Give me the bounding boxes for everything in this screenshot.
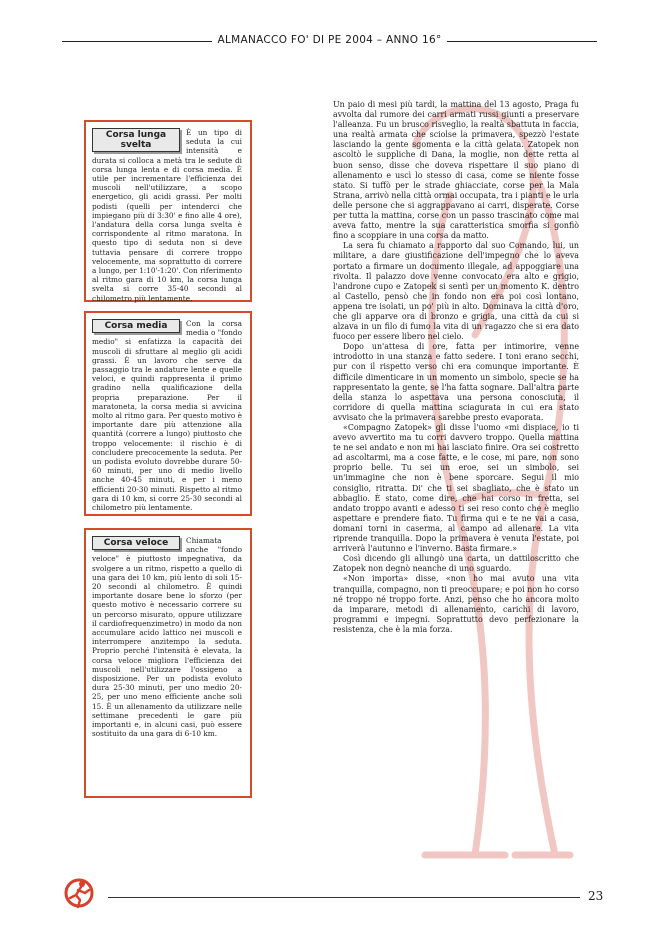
header-rule-right	[447, 41, 597, 42]
footer-rule	[108, 897, 580, 898]
page-number: 23	[588, 889, 604, 903]
info-box-text: È un tipo di seduta la cui intensità e durata si colloca a metà tra le sedute di corsa lunga lenta e di corsa media. È utile per incrementare l'efficienza dei muscoli nell'utilizzare, a scopo energetico, gli acidi grassi. Per molti podisti (quelli per intenderci che impiegano più di 3:30' e fino alle 4 ore), l'andatura della corsa lunga svelta è corrispondente al ritmo maratona. In questo tipo di seduta non si deve tuttavia pensare di correre troppo velocemente, ma soprattutto di correre a lungo, per 1:10'-1:20'. Con riferimento al ritmo gara di 10 km, la corsa lunga svelta si corre 35-40 secondi al chilometro più lentamente.	[92, 128, 242, 303]
info-box-corsa-veloce	[84, 528, 252, 798]
running-header	[62, 34, 597, 48]
info-box-tag: Corsa media	[92, 319, 180, 333]
article-paragraph: «Compagno Zatopek» gli disse l'uomo «mi dispiace, io ti avevo avvertito ma tu corri davvero troppo. Quella mattina te ne sei andato e non mi hai lasciato finire. Ora sei costretto ad ascoltarmi, ma a cose fatte, e le cose, mi pare, non sono proprio belle. Tu sei un eroe, sei un simbolo, sei un'immagine che non è bene sporcare. Segui il mio consiglio, ritratta. Di' che ti sei sbagliato, che è stato un abbaglio. È stato, come dire, che hai corso in fretta, sei andato troppo avanti e adesso ti sei reso conto che è meglio aspettare e prendere fiato. Tu firma qui e te ne vai a casa, domani torni in caserma, al campo ad allenare. La vita riprende tranquilla. Dopo la primavera è venuta l'estate, poi arriverà l'autunno e l'inverno. Basta firmare.»	[333, 423, 579, 554]
info-box-lunga-svelta	[84, 120, 252, 302]
article-paragraph: La sera fu chiamato a rapporto dal suo Comando, lui, un militare, a dare giustificazione dell'impegno che lo aveva portato a firmare un documento illegale, ad appoggiare una rivolta. Il palazzo dove venne convocato era alto e grigio, l'androne cupo e Zatopek si sentì per un momento K. dentro al Castello, pensò che in fondo non era poi così lontano, appena tre isolati, un po' più in alto. Dominava la città d'oro, che gli apparve ora di bronzo e grigia, una città da cui si alzava in un filo di fumo la vita di un ragazzo che si era dato fuoco per essere libero nel cielo.	[333, 241, 579, 342]
info-box-tag: Corsa veloce	[92, 536, 180, 550]
article-column	[333, 100, 579, 635]
article-paragraph: «Non importa» disse, «non ho mai avuto una vita tranquilla, compagno, non ti preoccupare; e poi non ho corso né troppo né troppo forte. Anzi, penso che ho ancora molto da imparare, metodi di allenamento, carichi di lavoro, programmi e impegni. Soprattutto devo perfezionare la resistenza, che è la mia forza.	[333, 574, 579, 634]
info-box-corsa-media	[84, 311, 252, 516]
info-box-tag: Corsa lunga svelta	[92, 128, 180, 152]
info-box-text: Chiamata anche "fondo veloce" è piuttosto impegnativa, da svolgere a un ritmo, rispetto a quello di una gara dei 10 km, più lento di soli 15-20 secondi al chilometro. È quindi importante dosare bene lo sforzo (per questo motivo è necessario correre su un percorso misurato, oppure utilizzare il cardiofrequenzimetro) in modo da non accumulare acido lattico nei muscoli e interrompere anzitempo la seduta. Proprio perché l'intensità è elevata, la corsa veloce migliora l'efficienza dei muscoli nell'utilizzare l'ossigeno a disposizione. Per un podista evoluto dura 25-30 minuti, per uno medio 20-25, per uno meno efficiente anche soli 15. È un allenamento da utilizzare nelle settimane precedenti le gare più importanti e, in alcuni casi, può essere sostituito da una gara di 6-10 km.	[92, 536, 242, 739]
info-box-text: Con la corsa media o "fondo medio" si enfatizza la capacità dei muscoli di sfruttare al meglio gli acidi grassi. È un lavoro che serve da passaggio tra le andature lente e quelle veloci, e quindi rappresenta il primo gradino nella qualificazione della propria preparazione. Per il maratoneta, la corsa media si avvicina molto al ritmo gara. Per questo motivo è importante dare più attenzione alla quantità (correre a lungo) piuttosto che troppo velocemente: il rischio è di concludere precocemente la seduta. Per un podista evoluto dovrebbe durare 50-60 minuti, per uno di medio livello anche 40-45 minuti, e per i meno efficienti 20-30 minuti. Rispetto al ritmo gara di 10 km, si corre 25-30 secondi al chilometro più lentamente.	[92, 319, 242, 513]
article-paragraph: Un paio di mesi più tardi, la mattina del 13 agosto, Praga fu avvolta dal rumore dei carri armati russi giunti a preservare l'alleanza. Fu un brusco risveglio, la realtà sbattuta in faccia, una realtà armata che sciolse la primavera, spezzò l'estate lasciando la gente sgomenta e la città gelata. Zatopek non ascoltò le suppliche di Dana, la moglie, non dette retta al buon senso, disse che doveva rispettare il suo piano di allenamento e uscì lo stesso di casa, come se niente fosse stato. Si tuffò per le strade ghiacciate, corse per la Mala Strana, arrivò nella città ormai occupata, tra i pianti e le urla delle persone che si aggrappavano ai carri, disperate. Corse per tutta la mattina, corse con un passo trascinato come mai aveva fatto, mentre la sua caratteristica smorfia si gonfiò fino a scoppiare in una corsa da matto.	[333, 100, 579, 241]
runner-logo-icon	[60, 876, 98, 910]
article-paragraph: Così dicendo gli allungò una carta, un dattiloscritto che Zatopek non degnò neanche di uno sguardo.	[333, 554, 579, 574]
header-rule-left	[62, 41, 212, 42]
article-paragraph: Dopo un'attesa di ore, fatta per intimorire, venne introdotto in una stanza e fatto sedere. I toni erano secchi, pur con il rispetto verso chi era comunque importante. È difficile dimenticare in un momento un simbolo, specie se ha rappresentato la gente, se l'ha fatta sognare. Dall'altra parte della stanza lo aspettava una persona conosciuta, il corridore di quella mattina sciagurata in cui era stato avvisato che la primavera sarebbe presto evaporata.	[333, 342, 579, 422]
header-title: ALMANACCO FO' DI PE 2004 – ANNO 16°	[217, 34, 442, 46]
